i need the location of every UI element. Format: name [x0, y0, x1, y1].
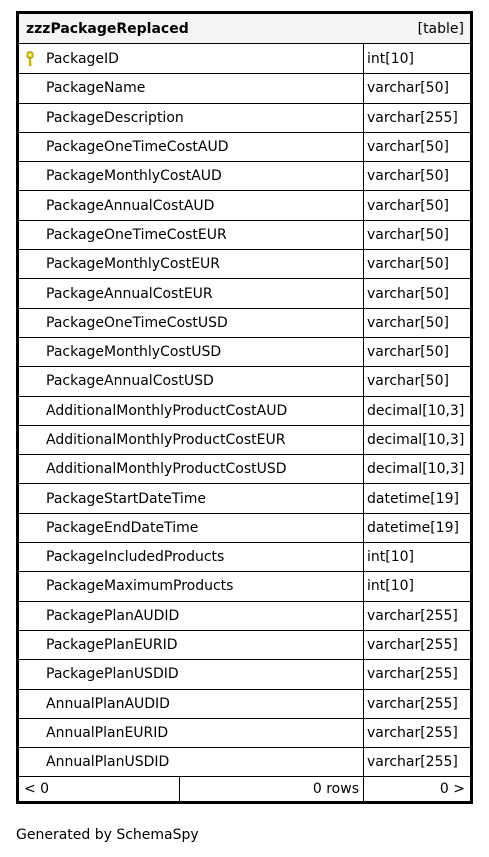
table-header [19, 14, 470, 44]
column-type: datetime[19] [367, 490, 459, 507]
table-row [19, 220, 470, 249]
column-type: varchar[255] [367, 109, 458, 126]
table-row [19, 308, 470, 337]
column-type: varchar[50] [367, 256, 449, 273]
column-type: varchar[50] [367, 139, 449, 156]
column-name-cell [19, 690, 364, 718]
column-type: int[10] [367, 50, 414, 67]
rows-count: 0 rows [180, 777, 364, 801]
column-type: varchar[255] [367, 754, 458, 771]
column-name: PackagePlanEURID [46, 637, 178, 654]
column-type: varchar[255] [367, 724, 458, 741]
column-name: PackageOneTimeCostAUD [46, 139, 229, 156]
column-name: PackagePlanAUDID [46, 607, 180, 624]
column-type: decimal[10,3] [367, 402, 465, 419]
column-name-cell [19, 484, 364, 512]
column-name: PackageMonthlyCostAUD [46, 168, 222, 185]
column-type: varchar[255] [367, 666, 458, 683]
table-row [19, 161, 470, 190]
column-name: PackageID [46, 50, 119, 67]
table-row [19, 630, 470, 659]
column-name-cell [19, 367, 364, 395]
column-type: datetime[19] [367, 519, 459, 536]
column-name: AdditionalMonthlyProductCostAUD [46, 402, 288, 419]
column-type: decimal[10,3] [367, 461, 465, 478]
column-name-cell [19, 514, 364, 542]
column-name: PackagePlanUSDID [46, 666, 179, 683]
column-name-cell [19, 397, 364, 425]
column-name-cell [19, 250, 364, 278]
column-type: varchar[50] [367, 344, 449, 361]
column-type: varchar[50] [367, 197, 449, 214]
column-type: varchar[50] [367, 285, 449, 302]
column-name: PackageName [46, 80, 146, 97]
column-type: varchar[255] [367, 637, 458, 654]
table-row [19, 425, 470, 454]
table-row [19, 278, 470, 307]
column-name: PackageMonthlyCostEUR [46, 256, 221, 273]
column-type: varchar[255] [367, 695, 458, 712]
column-name: AdditionalMonthlyProductCostEUR [46, 432, 286, 448]
column-name: PackageAnnualCostEUR [46, 285, 213, 302]
column-name-cell [19, 748, 364, 776]
parents-count: < 0 [19, 777, 180, 801]
column-name-cell [19, 74, 364, 102]
column-name-cell [19, 426, 364, 454]
column-name-cell [19, 631, 364, 659]
column-type: varchar[50] [367, 373, 449, 390]
column-name: PackageEndDateTime [46, 519, 199, 536]
table-row [19, 73, 470, 102]
column-name: AnnualPlanUSDID [46, 754, 170, 771]
column-name: PackageIncludedProducts [46, 549, 225, 566]
column-name-cell [19, 455, 364, 483]
column-name-cell [19, 572, 364, 600]
column-type: int[10] [367, 578, 414, 595]
column-name-cell [19, 44, 364, 73]
column-type: decimal[10,3] [367, 432, 465, 448]
column-name-cell [19, 602, 364, 630]
column-name-cell [19, 279, 364, 307]
column-type: varchar[50] [367, 80, 449, 97]
column-name: AnnualPlanEURID [46, 724, 169, 741]
column-name: PackageMaximumProducts [46, 578, 234, 595]
table-row [19, 103, 470, 132]
table-row [19, 396, 470, 425]
table-footer [19, 776, 470, 801]
table-row [19, 659, 470, 688]
table-row [19, 132, 470, 161]
table-row [19, 571, 470, 600]
table-row [19, 337, 470, 366]
column-name-cell [19, 133, 364, 161]
table-row [19, 718, 470, 747]
table-row [19, 513, 470, 542]
table-row [19, 483, 470, 512]
column-name-cell [19, 191, 364, 219]
column-name-cell [19, 338, 364, 366]
key-icon [25, 51, 35, 67]
column-name-cell [19, 309, 364, 337]
table-row [19, 747, 470, 776]
column-type: varchar[255] [367, 607, 458, 624]
column-name-cell [19, 221, 364, 249]
generated-by: Generated by SchemaSpy [16, 827, 199, 843]
column-name: PackageMonthlyCostUSD [46, 344, 222, 361]
column-name-cell [19, 104, 364, 132]
column-name: PackageOneTimeCostUSD [46, 314, 228, 331]
column-name: AnnualPlanAUDID [46, 695, 170, 712]
table-row [19, 366, 470, 395]
key-slot [25, 51, 46, 67]
column-name: AdditionalMonthlyProductCostUSD [46, 461, 287, 478]
table-row [19, 249, 470, 278]
column-name: PackageStartDateTime [46, 490, 206, 507]
column-name: PackageAnnualCostUSD [46, 373, 214, 390]
table-kind: [table] [417, 20, 464, 37]
table-row [19, 601, 470, 630]
table-name: zzzPackageReplaced [26, 20, 189, 37]
column-type: varchar[50] [367, 168, 449, 185]
column-name-cell [19, 660, 364, 688]
column-list [19, 44, 470, 776]
table-row [19, 454, 470, 483]
column-name: PackageOneTimeCostEUR [46, 226, 227, 243]
table-row [19, 689, 470, 718]
column-name-cell [19, 543, 364, 571]
children-count: 0 > [439, 781, 465, 798]
column-name-cell [19, 162, 364, 190]
column-name: PackageAnnualCostAUD [46, 197, 215, 214]
column-type: varchar[50] [367, 314, 449, 331]
table-entity [16, 11, 473, 804]
table-row [19, 542, 470, 571]
column-name-cell [19, 719, 364, 747]
table-row [19, 190, 470, 219]
column-type: int[10] [367, 549, 414, 566]
column-type: varchar[50] [367, 226, 449, 243]
table-row [19, 44, 470, 73]
column-name: PackageDescription [46, 109, 184, 126]
